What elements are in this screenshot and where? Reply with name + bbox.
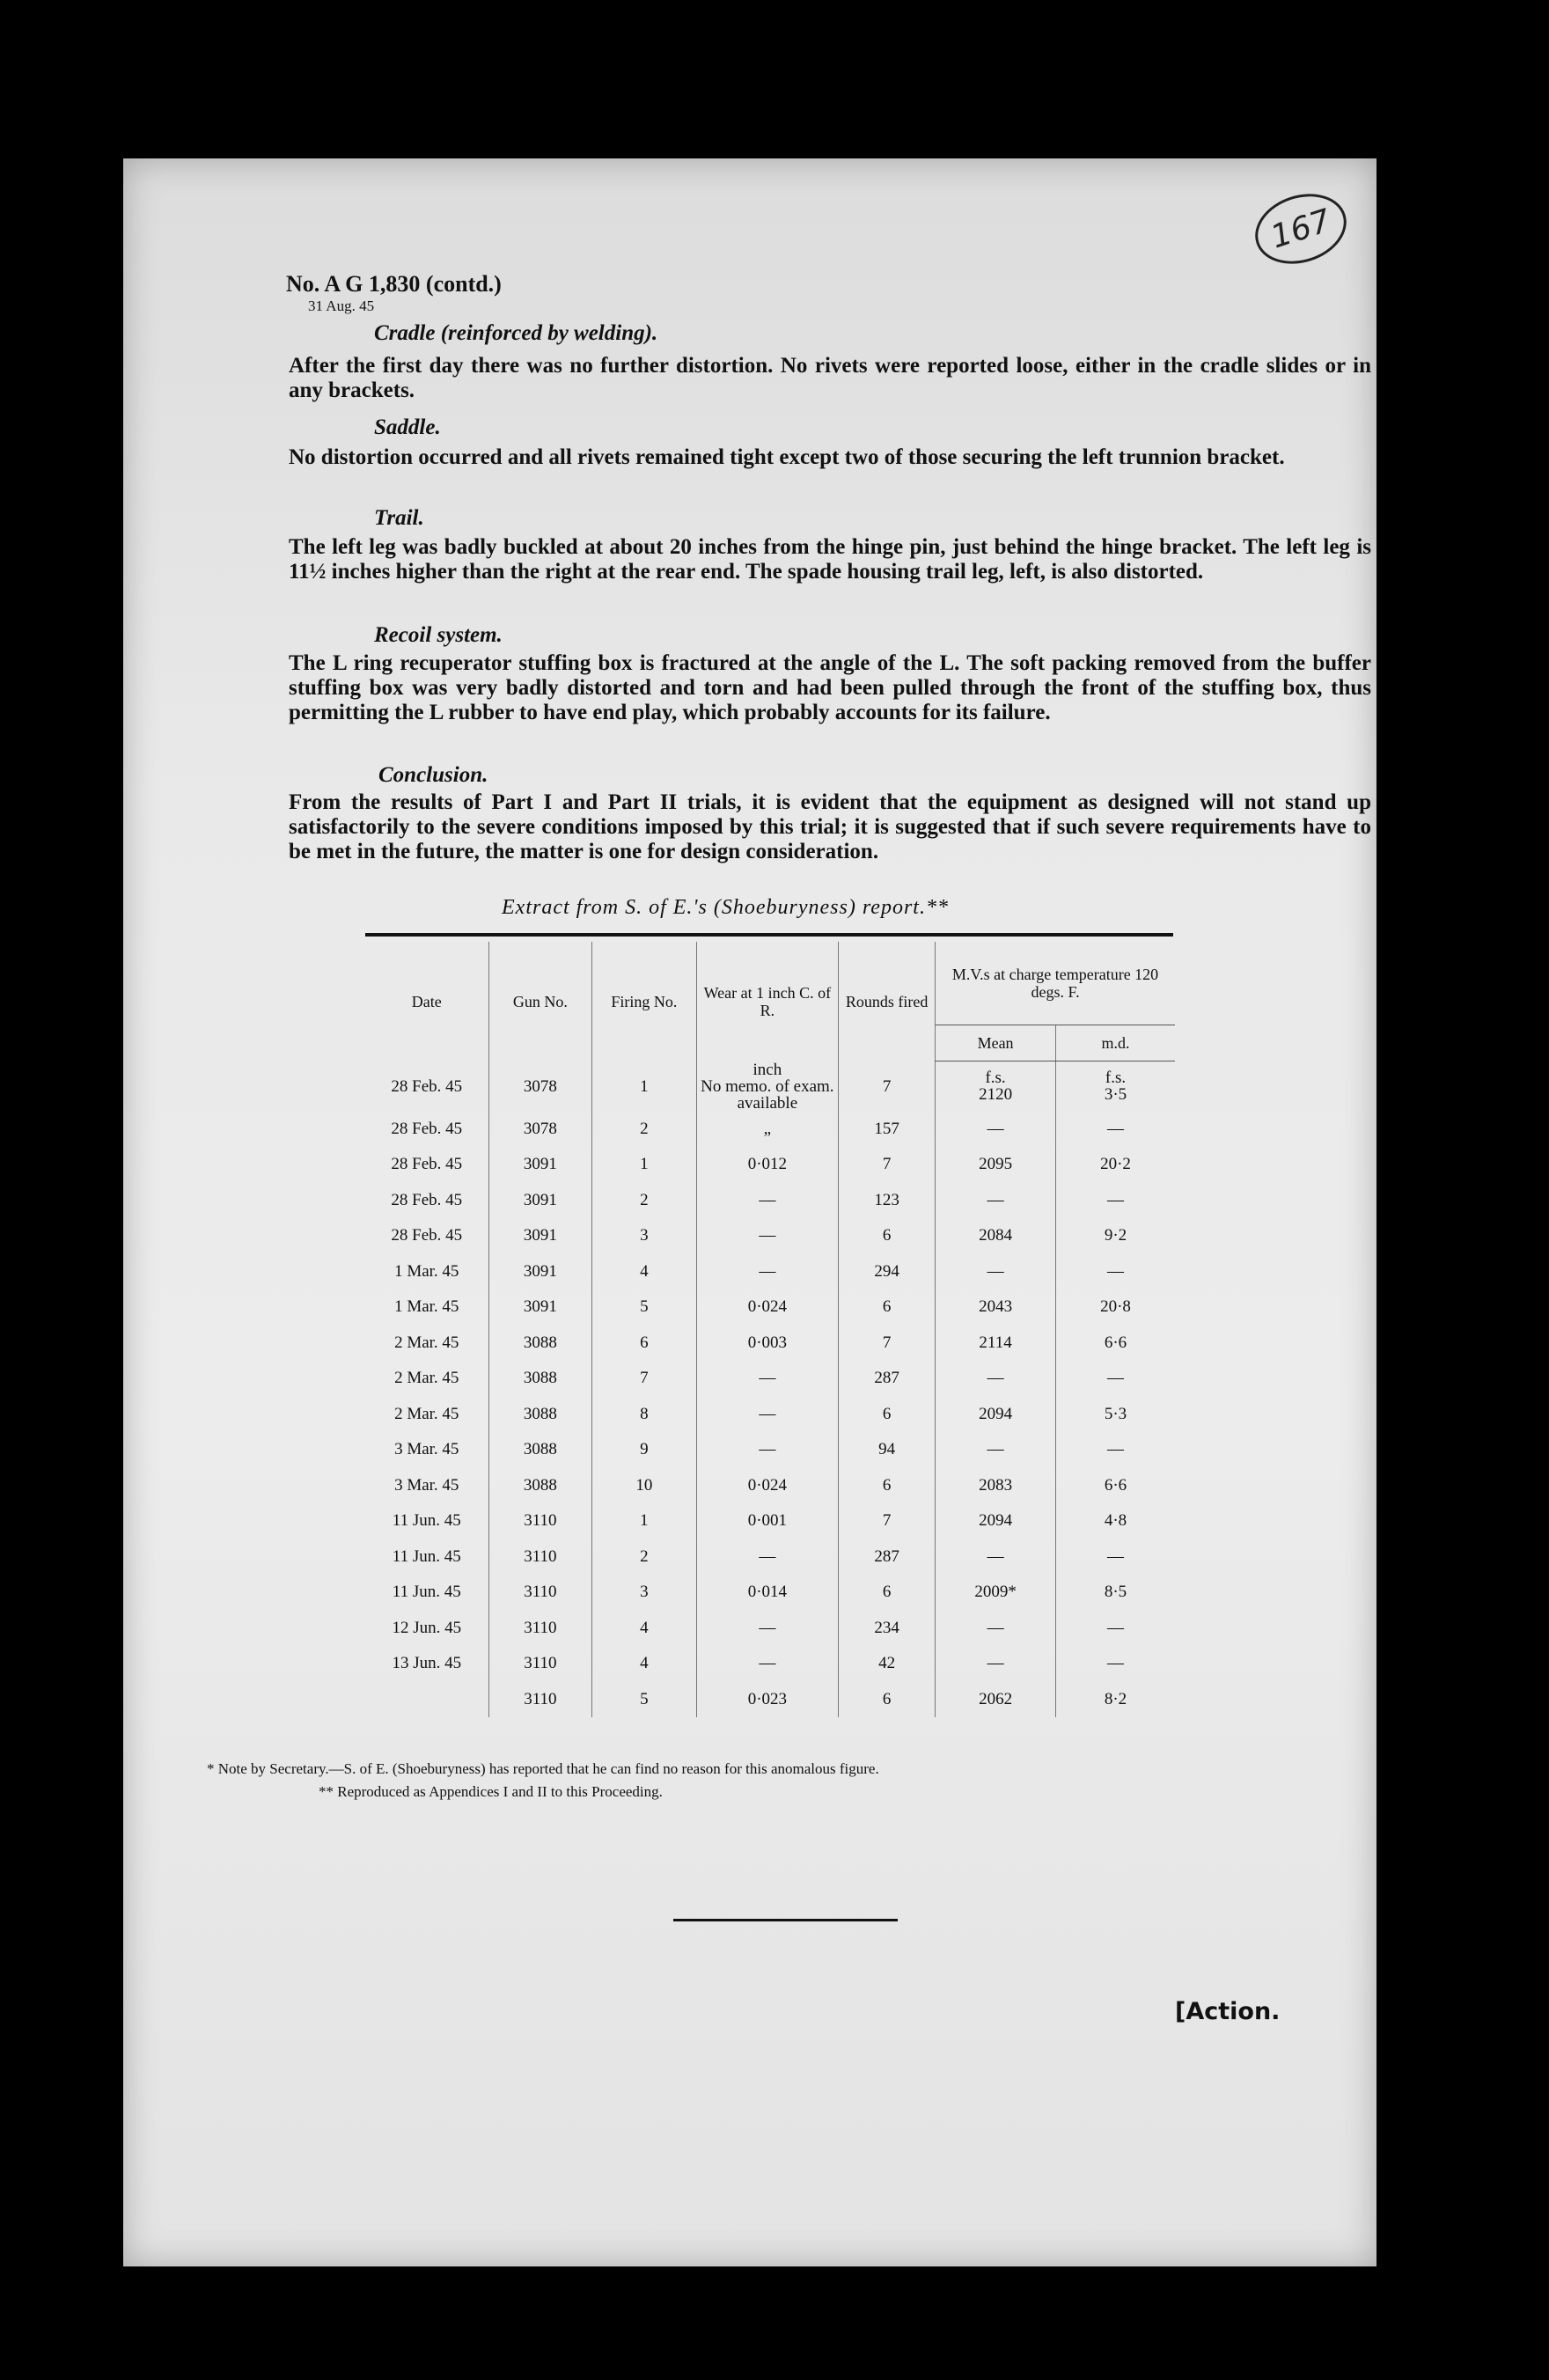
cell-firing: 5 <box>592 1682 696 1718</box>
firing-results-table <box>365 942 1175 1717</box>
wear-note: No memo. of exam. available <box>701 1076 834 1113</box>
cell-firing: 4 <box>592 1611 696 1647</box>
cell-gun: 3110 <box>488 1682 592 1718</box>
cell-md: 4·8 <box>1056 1503 1175 1539</box>
cell-rounds: 7 <box>839 1061 936 1112</box>
cell-rounds: 287 <box>839 1361 936 1397</box>
cell-rounds: 42 <box>839 1646 936 1682</box>
cell-md: — <box>1056 1611 1175 1647</box>
cell-date: 3 Mar. 45 <box>394 1440 459 1459</box>
heading-conclusion: Conclusion. <box>378 763 488 787</box>
cell-gun: 3088 <box>488 1432 592 1468</box>
cell-mean: 2043 <box>936 1289 1056 1326</box>
reference-number: No. A G 1,830 (contd.) <box>286 271 502 297</box>
cell-wear: — <box>696 1218 839 1254</box>
table-row <box>365 1326 1175 1362</box>
cell-mean: 2114 <box>936 1326 1056 1362</box>
header-rounds-fired: Rounds fired <box>839 942 936 1061</box>
cell-mean: — <box>936 1183 1056 1219</box>
cell-gun: 3091 <box>488 1218 592 1254</box>
cell-mean: 2095 <box>936 1147 1056 1183</box>
cell-date: 11 Jun. 45 <box>392 1546 461 1566</box>
cell-md: 8·2 <box>1056 1682 1175 1718</box>
table-row <box>365 1432 1175 1468</box>
cell-gun: 3088 <box>488 1326 592 1362</box>
heading-trail: Trail. <box>374 506 424 530</box>
cell-md <box>1056 1061 1175 1112</box>
header-gun-no: Gun No. <box>488 942 592 1061</box>
cell-firing: 5 <box>592 1289 696 1326</box>
table-body <box>365 1061 1175 1718</box>
cell-md: — <box>1056 1539 1175 1576</box>
header-mean: Mean <box>936 1025 1056 1061</box>
table-top-rule <box>365 933 1173 937</box>
cell-firing: 6 <box>592 1326 696 1362</box>
table-row <box>365 1254 1175 1290</box>
cell-gun: 3091 <box>488 1147 592 1183</box>
cell-firing: 3 <box>592 1218 696 1254</box>
cell-wear <box>696 1061 839 1112</box>
document-page <box>123 158 1376 2266</box>
footer-rule <box>673 1919 898 1921</box>
table-row <box>365 1289 1175 1326</box>
cell-gun: 3091 <box>488 1254 592 1290</box>
cell-mean: — <box>936 1112 1056 1148</box>
cell-wear: 0·024 <box>696 1468 839 1504</box>
cell-wear: — <box>696 1183 839 1219</box>
unit-mean: f.s. <box>985 1069 1006 1088</box>
cell-gun: 3110 <box>488 1611 592 1647</box>
cell-mean: — <box>936 1432 1056 1468</box>
cell-mean <box>936 1061 1056 1112</box>
cell-gun: 3088 <box>488 1361 592 1397</box>
cell-gun: 3091 <box>488 1183 592 1219</box>
cell-rounds: 234 <box>839 1611 936 1647</box>
cell-wear: „ <box>696 1112 839 1148</box>
table-row <box>365 1682 1175 1718</box>
cell-firing: 2 <box>592 1112 696 1148</box>
cell-wear: 0·024 <box>696 1289 839 1326</box>
cell-mean: — <box>936 1361 1056 1397</box>
table-row <box>365 1218 1175 1254</box>
cell-firing: 7 <box>592 1361 696 1397</box>
cell-mean: — <box>936 1539 1056 1576</box>
cell-md: — <box>1056 1112 1175 1148</box>
cell-date: 12 Jun. 45 <box>392 1618 462 1637</box>
cell-md: — <box>1056 1183 1175 1219</box>
md-value: 3·5 <box>1104 1085 1127 1105</box>
cell-rounds: 6 <box>839 1575 936 1611</box>
cell-gun: 3091 <box>488 1289 592 1326</box>
cell-rounds: 123 <box>839 1183 936 1219</box>
cell-wear: — <box>696 1361 839 1397</box>
cell-wear: — <box>696 1254 839 1290</box>
cell-firing: 3 <box>592 1575 696 1611</box>
cell-rounds: 6 <box>839 1218 936 1254</box>
cell-date <box>365 1682 488 1718</box>
cell-rounds: 7 <box>839 1503 936 1539</box>
cell-date: 28 Feb. 45 <box>391 1155 463 1174</box>
cell-mean: 2009* <box>936 1575 1056 1611</box>
paragraph-cradle: After the first day there was no further distortion. No rivets were reported loose, either in the cradle slides or in any brackets. <box>289 354 1371 402</box>
cell-md: — <box>1056 1254 1175 1290</box>
cell-mean: — <box>936 1646 1056 1682</box>
cell-gun: 3110 <box>488 1539 592 1576</box>
cell-md: 6·6 <box>1056 1468 1175 1504</box>
table-row <box>365 1611 1175 1647</box>
cell-rounds: 157 <box>839 1112 936 1148</box>
cell-mean: — <box>936 1254 1056 1290</box>
header-muzzle-velocity: M.V.s at charge temperature 120 degs. F. <box>936 942 1175 1025</box>
unit-wear: inch <box>752 1060 782 1079</box>
cell-wear: 0·012 <box>696 1147 839 1183</box>
cell-mean: 2062 <box>936 1682 1056 1718</box>
cell-gun: 3088 <box>488 1397 592 1433</box>
table-row <box>365 1646 1175 1682</box>
cell-gun: 3110 <box>488 1646 592 1682</box>
cell-firing: 4 <box>592 1254 696 1290</box>
heading-recoil-system: Recoil system. <box>374 623 503 647</box>
cell-rounds: 287 <box>839 1539 936 1576</box>
cell-md: 5·3 <box>1056 1397 1175 1433</box>
cell-mean: 2084 <box>936 1218 1056 1254</box>
cell-date: 2 Mar. 45 <box>394 1404 459 1423</box>
heading-saddle: Saddle. <box>374 415 441 439</box>
paragraph-trail: The left leg was badly buckled at about 20 inches from the hinge pin, just behind the hinge bracket. The left leg is 11½ inches higher than the right at the rear end. The spade housing trail leg, left, is also distorted. <box>289 535 1371 584</box>
cell-wear: 0·001 <box>696 1503 839 1539</box>
cell-firing: 2 <box>592 1539 696 1576</box>
cell-date: 11 Jun. 45 <box>392 1583 461 1602</box>
cell-firing: 10 <box>592 1468 696 1504</box>
mean-value: 2120 <box>979 1085 1013 1105</box>
cell-md: 8·5 <box>1056 1575 1175 1611</box>
footnote-secretary: * Note by Secretary.—S. of E. (Shoeburyness) has reported that he can find no reason for this anomalous figure. <box>207 1760 879 1777</box>
header-firing-no: Firing No. <box>592 942 696 1061</box>
table-row <box>365 1061 1175 1112</box>
folio-number: 167 <box>1246 182 1355 275</box>
cell-mean: — <box>936 1611 1056 1647</box>
table-row <box>365 1112 1175 1148</box>
cell-md: 20·2 <box>1056 1147 1175 1183</box>
cell-md: 9·2 <box>1056 1218 1175 1254</box>
cell-rounds: 7 <box>839 1147 936 1183</box>
cell-date: 3 Mar. 45 <box>394 1475 459 1495</box>
cell-wear: — <box>696 1539 839 1576</box>
cell-firing: 8 <box>592 1397 696 1433</box>
cell-gun: 3088 <box>488 1468 592 1504</box>
header-wear: Wear at 1 inch C. of R. <box>696 942 839 1061</box>
cell-wear: 0·023 <box>696 1682 839 1718</box>
table-row <box>365 1147 1175 1183</box>
cell-date: 13 Jun. 45 <box>392 1654 462 1673</box>
cell-wear: — <box>696 1646 839 1682</box>
cell-firing: 2 <box>592 1183 696 1219</box>
cell-wear: — <box>696 1432 839 1468</box>
cell-rounds: 294 <box>839 1254 936 1290</box>
cell-date: 28 Feb. 45 <box>391 1190 463 1209</box>
cell-gun: 3110 <box>488 1503 592 1539</box>
cell-md: — <box>1056 1361 1175 1397</box>
heading-cradle: Cradle (reinforced by welding). <box>374 321 658 345</box>
cell-date: 28 Feb. 45 <box>391 1119 463 1138</box>
cell-rounds: 6 <box>839 1682 936 1718</box>
table-row <box>365 1397 1175 1433</box>
cell-date: 1 Mar. 45 <box>394 1297 459 1317</box>
cell-rounds: 6 <box>839 1397 936 1433</box>
cell-mean: 2094 <box>936 1503 1056 1539</box>
cell-firing: 1 <box>592 1503 696 1539</box>
paragraph-conclusion: From the results of Part I and Part II trials, it is evident that the equipment as designed will not stand up satisfactorily to the severe conditions imposed by this trial; it is suggested that if such severe requirements have to be met in the future, the matter is one for design consideration. <box>289 790 1371 863</box>
cell-md: 6·6 <box>1056 1326 1175 1362</box>
reference-date: 31 Aug. 45 <box>308 298 375 314</box>
cell-rounds: 94 <box>839 1432 936 1468</box>
cell-rounds: 7 <box>839 1326 936 1362</box>
cell-firing: 4 <box>592 1646 696 1682</box>
cell-wear: — <box>696 1611 839 1647</box>
cell-gun: 3078 <box>488 1112 592 1148</box>
cell-md: — <box>1056 1646 1175 1682</box>
cell-wear: 0·014 <box>696 1575 839 1611</box>
cell-date: 11 Jun. 45 <box>392 1511 461 1531</box>
table-row <box>365 1575 1175 1611</box>
header-md: m.d. <box>1056 1025 1175 1061</box>
extract-title: Extract from S. of E.'s (Shoeburyness) report.** <box>502 896 949 919</box>
cell-firing: 9 <box>592 1432 696 1468</box>
cell-date: 1 Mar. 45 <box>394 1261 459 1281</box>
table-row <box>365 1361 1175 1397</box>
cell-md: — <box>1056 1432 1175 1468</box>
paragraph-saddle: No distortion occurred and all rivets remained tight except two of those securing the left trunnion bracket. <box>289 445 1285 469</box>
unit-md: f.s. <box>1105 1069 1127 1088</box>
table-row <box>365 1539 1175 1576</box>
cell-date: 28 Feb. 45 <box>391 1226 463 1245</box>
paragraph-recoil-system: The L ring recuperator stuffing box is fractured at the angle of the L. The soft packing removed from the buffer stuffing box was very badly distorted and torn and had been pulled through the front of the stuffing box, thus permitting the L rubber to have end play, which probably accounts for its failure. <box>289 651 1371 724</box>
action-catchword: [Action. <box>1175 1998 1281 2025</box>
cell-firing: 1 <box>592 1061 696 1112</box>
cell-gun: 3110 <box>488 1575 592 1611</box>
cell-date: 2 Mar. 45 <box>394 1333 459 1352</box>
cell-rounds: 6 <box>839 1468 936 1504</box>
cell-wear: — <box>696 1397 839 1433</box>
cell-date: 2 Mar. 45 <box>394 1369 459 1388</box>
cell-firing: 1 <box>592 1147 696 1183</box>
table-row <box>365 1468 1175 1504</box>
cell-date: 28 Feb. 45 <box>391 1076 463 1096</box>
footnote-appendices: ** Reproduced as Appendices I and II to this Proceeding. <box>319 1783 663 1800</box>
table-row <box>365 1183 1175 1219</box>
header-date: Date <box>411 992 442 1010</box>
cell-mean: 2094 <box>936 1397 1056 1433</box>
cell-mean: 2083 <box>936 1468 1056 1504</box>
cell-wear: 0·003 <box>696 1326 839 1362</box>
cell-md: 20·8 <box>1056 1289 1175 1326</box>
table-row <box>365 1503 1175 1539</box>
cell-rounds: 6 <box>839 1289 936 1326</box>
cell-gun: 3078 <box>488 1061 592 1112</box>
